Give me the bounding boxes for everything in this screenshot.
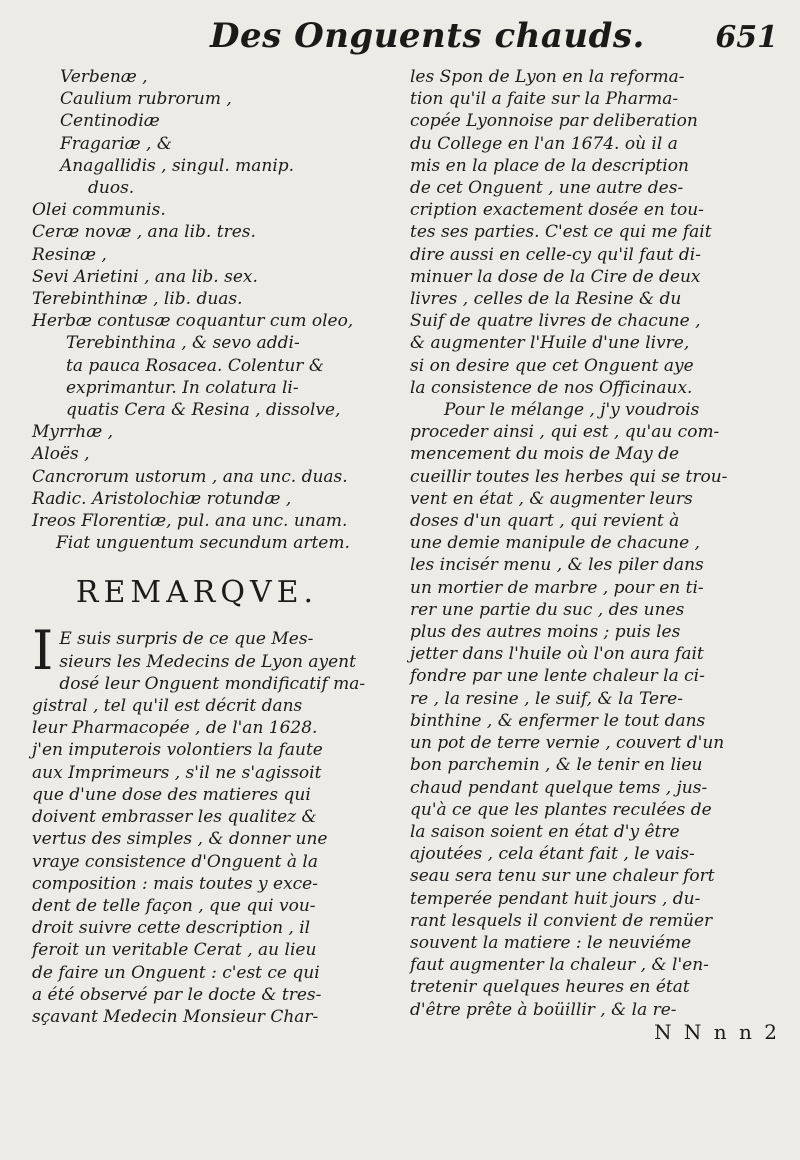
text-line: proceder ainsi , qui est , qu'au com- xyxy=(410,422,720,443)
text-line: mis en la place de la description xyxy=(410,155,689,176)
recipe-line: Myrrhæ , xyxy=(32,422,113,443)
text-line: une demie manipule de chacune , xyxy=(410,533,700,554)
recipe-line: Centinodiæ xyxy=(60,111,160,132)
recipe-line: Ireos Florentiæ, pul. ana unc. unam. xyxy=(32,511,348,532)
remark-line: E suis surpris de ce que Mes- xyxy=(59,629,314,650)
recipe-line: Caulium rubrorum , xyxy=(60,89,232,110)
text-line: bon parchemin , & le tenir en lieu xyxy=(410,755,703,776)
text-line: vent en état , & augmenter leurs xyxy=(410,488,693,509)
recipe-line: Verbenæ , xyxy=(60,67,148,87)
running-head xyxy=(0,14,800,60)
remark-line: sieurs les Medecins de Lyon ayent xyxy=(59,651,356,672)
recipe-block xyxy=(32,66,362,554)
recipe-line: ta pauca Rosacea. Colentur & xyxy=(66,355,324,376)
text-line: cription exactement dosée en tou- xyxy=(410,200,704,221)
recipe-line: Anagallidis , singul. manip. xyxy=(60,155,295,176)
remark-line: dent de telle façon , que qui vou- xyxy=(32,895,316,916)
text-line: temperée pendant huit jours , du- xyxy=(410,888,701,909)
remark-line: feroit un veritable Cerat , au lieu xyxy=(32,940,317,961)
right-column xyxy=(410,66,780,1043)
remark-line: gistral , tel qu'il est décrit dans xyxy=(32,696,303,717)
text-line: du College en l'an 1674. où il a xyxy=(410,133,678,154)
remark-line: aux Imprimeurs , s'il ne s'agissoit xyxy=(32,762,322,783)
recipe-line: Resinæ , xyxy=(32,244,107,265)
running-title: Des Onguents chauds. xyxy=(210,16,645,56)
remark-paragraph xyxy=(32,619,366,1028)
recipe-line: Sevi Arietini , ana lib. sex. xyxy=(32,266,258,287)
text-line: chaud pendant quelque tems , jus- xyxy=(410,777,708,798)
recipe-line: exprimantur. In colatura li- xyxy=(66,377,299,398)
recipe-line: Ceræ novæ , ana lib. tres. xyxy=(32,222,256,243)
text-line: d'être prête à boüillir , & la re- xyxy=(410,999,677,1020)
text-line: les incisér menu , & les piler dans xyxy=(410,555,704,576)
text-line: tretenir quelques heures en état xyxy=(410,977,690,998)
recipe-line: Fragariæ , & xyxy=(60,133,172,154)
recipe-line: Herbæ contusæ coquantur cum oleo, xyxy=(32,311,354,332)
text-line: binthine , & enfermer le tout dans xyxy=(410,710,706,731)
text-line: & augmenter l'Huile d'une livre, xyxy=(410,333,690,354)
remark-line: de faire un Onguent : c'est ce qui xyxy=(32,962,320,983)
remark-line: sçavant Medecin Monsieur Char- xyxy=(32,1006,319,1027)
text-line: rer une partie du suc , des unes xyxy=(410,599,685,620)
text-line: un pot de terre vernie , couvert d'un xyxy=(410,733,725,754)
text-line: plus des autres moins ; puis les xyxy=(410,622,681,643)
recipe-line: Terebinthinæ , lib. duas. xyxy=(32,289,243,310)
recipe-line: Aloës , xyxy=(32,444,90,465)
text-line: les Spon de Lyon en la reforma- xyxy=(410,67,685,87)
recipe-line: Fiat unguentum secundum artem. xyxy=(56,533,350,554)
remark-line: a été observé par le docte & tres- xyxy=(32,984,322,1005)
text-line: re , la resine , le suif, & la Tere- xyxy=(410,688,683,709)
recipe-line: duos. xyxy=(88,178,135,199)
text-line: dire aussi en celle-cy qu'il faut di- xyxy=(410,244,701,265)
text-line: jetter dans l'huile où l'on aura fait xyxy=(410,644,704,665)
text-line: la consistence de nos Officinaux. xyxy=(410,377,693,398)
text-line: un mortier de marbre , pour en ti- xyxy=(410,577,704,598)
remark-line: leur Pharmacopée , de l'an 1628. xyxy=(32,718,318,739)
text-line: de cet Onguent , une autre des- xyxy=(410,178,684,199)
remark-line: vertus des simples , & donner une xyxy=(32,829,328,850)
recipe-line: Olei communis. xyxy=(32,200,166,221)
remark-line: que d'une dose des matieres qui xyxy=(32,784,311,805)
text-line: faut augmenter la chaleur , & l'en- xyxy=(410,955,709,976)
section-heading: REMARQVE. xyxy=(75,575,319,611)
recipe-line: quatis Cera & Resina , dissolve, xyxy=(66,400,341,421)
text-line: tion qu'il a faite sur la Pharma- xyxy=(410,89,679,110)
text-line: souvent la matiere : le neuviéme xyxy=(410,932,692,953)
text-line: rant lesquels il convient de remüer xyxy=(410,910,713,931)
remark-line: composition : mais toutes y exce- xyxy=(32,873,318,894)
text-line: Pour le mélange , j'y voudrois xyxy=(444,400,700,421)
remark-line: doivent embrasser les qualitez & xyxy=(32,807,317,828)
remark-line: vraye consistence d'Onguent à la xyxy=(32,851,318,872)
remark-line: droit suivre cette description , il xyxy=(32,918,311,939)
drop-cap: I xyxy=(32,619,54,683)
left-column xyxy=(32,66,366,1028)
page-number: 651 xyxy=(715,20,778,55)
text-line: Suif de quatre livres de chacune , xyxy=(410,311,701,332)
text-line: la saison soient en état d'y être xyxy=(410,821,680,842)
remark-line: j'en imputerois volontiers la faute xyxy=(32,740,323,761)
text-line: si on desire que cet Onguent aye xyxy=(410,355,694,376)
recipe-line: Terebinthina , & sevo addi- xyxy=(66,333,300,354)
text-line: ajoutées , cela étant fait , le vais- xyxy=(410,844,695,865)
text-line: minuer la dose de la Cire de deux xyxy=(410,266,701,287)
text-line: livres , celles de la Resine & du xyxy=(410,289,682,310)
remark-line: dosé leur Onguent mondificatif ma- xyxy=(59,673,366,694)
text-line: mencement du mois de May de xyxy=(410,444,680,465)
recipe-line: Cancrorum ustorum , ana unc. duas. xyxy=(32,466,348,487)
signature-mark: N N n n 2 xyxy=(654,1019,780,1044)
text-line: fondre par une lente chaleur la ci- xyxy=(410,666,705,687)
text-line: tes ses parties. C'est ce qui me fait xyxy=(410,222,712,243)
recipe-line: Radic. Aristolochiæ rotundæ , xyxy=(32,488,292,509)
text-line: qu'à ce que les plantes reculées de xyxy=(410,799,712,820)
text-line: doses d'un quart , qui revient à xyxy=(410,511,680,532)
text-line: cueillir toutes les herbes qui se trou- xyxy=(410,466,728,487)
text-line: copée Lyonnoise par deliberation xyxy=(410,111,698,132)
text-line: seau sera tenu sur une chaleur fort xyxy=(410,866,715,887)
